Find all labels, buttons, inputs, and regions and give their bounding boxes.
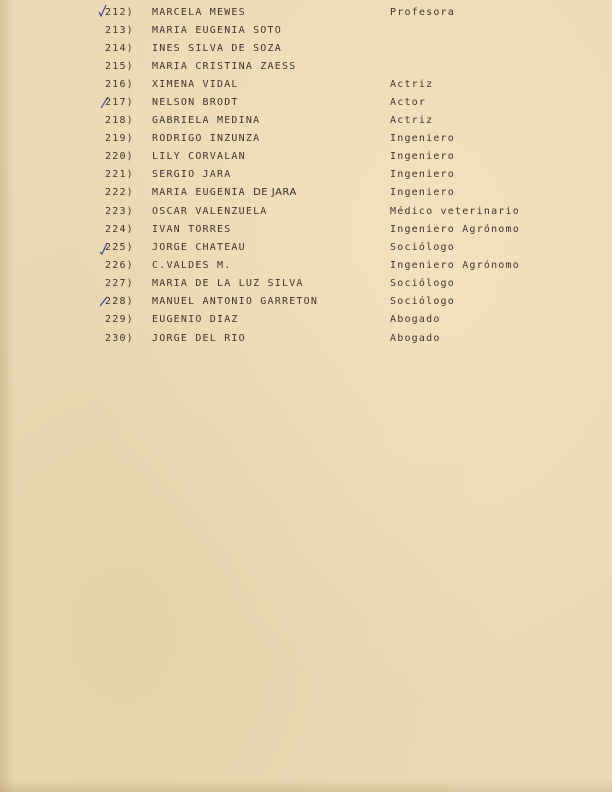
entry-number: 218) <box>105 115 134 126</box>
entry-name: MARIA EUGENIA SOTO <box>152 25 282 36</box>
entry-occupation: Sociólogo <box>390 278 455 289</box>
entry-number: 223) <box>105 206 134 217</box>
entry-occupation: Ingeniero <box>390 169 455 180</box>
list-item <box>0 294 612 310</box>
entry-name: MARCELA MEWES <box>152 7 246 18</box>
entry-name: MANUEL ANTONIO GARRETON <box>152 296 319 307</box>
entry-name: MARIA CRISTINA ZAESS <box>152 61 297 72</box>
list-item <box>0 312 612 328</box>
entry-occupation: Ingeniero <box>390 187 455 198</box>
entry-name: INES SILVA DE SOZA <box>152 43 282 54</box>
entry-occupation: Abogado <box>390 333 441 344</box>
entry-occupation: Ingeniero Agrónomo <box>390 260 520 271</box>
entry-name: IVAN TORRES <box>152 224 232 235</box>
list-item <box>0 23 612 39</box>
entry-occupation: Médico veterinario <box>390 206 520 217</box>
entry-number: 219) <box>105 133 134 144</box>
entry-occupation: Ingeniero Agrónomo <box>390 224 520 235</box>
list-item <box>0 167 612 183</box>
list-item <box>0 41 612 57</box>
entry-occupation: Profesora <box>390 7 455 18</box>
list-item <box>0 113 612 129</box>
entry-number: 230) <box>105 333 134 344</box>
entry-occupation: Actriz <box>390 79 434 90</box>
entry-name: RODRIGO INZUNZA <box>152 133 261 144</box>
entry-number: 220) <box>105 151 134 162</box>
list-item <box>0 276 612 292</box>
entry-name <box>152 185 297 201</box>
entry-occupation: Ingeniero <box>390 151 455 162</box>
list-item <box>0 185 612 201</box>
entry-name: OSCAR VALENZUELA <box>152 206 268 217</box>
entry-number: 216) <box>105 79 134 90</box>
entry-name: JORGE DEL RIO <box>152 333 246 344</box>
list-item <box>0 5 612 21</box>
entry-name: JORGE CHATEAU <box>152 242 246 253</box>
list-item <box>0 59 612 75</box>
entry-number: 226) <box>105 260 134 271</box>
entry-occupation: Ingeniero <box>390 133 455 144</box>
entry-name: GABRIELA MEDINA <box>152 115 261 126</box>
entry-number: 217) <box>105 97 134 108</box>
list-item <box>0 240 612 256</box>
entry-number: 228) <box>105 296 134 307</box>
entry-name: NELSON BRODT <box>152 97 239 108</box>
entry-occupation: Sociólogo <box>390 242 455 253</box>
entry-number: 227) <box>105 278 134 289</box>
entry-number: 212) <box>105 7 134 18</box>
entry-name: C.VALDES M. <box>152 260 232 271</box>
entry-name: XIMENA VIDAL <box>152 79 239 90</box>
list-item <box>0 95 612 111</box>
entry-occupation: Actor <box>390 97 427 108</box>
entry-occupation: Sociólogo <box>390 296 455 307</box>
entry-name-handwritten: DE JARA <box>253 187 297 198</box>
list-item <box>0 77 612 93</box>
entry-name: EUGENIO DIAZ <box>152 314 239 325</box>
entry-occupation: Abogado <box>390 314 441 325</box>
list-item <box>0 331 612 347</box>
list-item <box>0 258 612 274</box>
entry-number: 224) <box>105 224 134 235</box>
list-item <box>0 222 612 238</box>
entry-number: 214) <box>105 43 134 54</box>
list-item <box>0 149 612 165</box>
entry-name: SERGIO JARA <box>152 169 232 180</box>
entry-number: 229) <box>105 314 134 325</box>
entry-number: 215) <box>105 61 134 72</box>
entry-number: 222) <box>105 187 134 198</box>
list-item <box>0 131 612 147</box>
entry-name-typed: MARIA EUGENIA <box>152 187 246 198</box>
entry-number: 221) <box>105 169 134 180</box>
entry-occupation: Actriz <box>390 115 434 126</box>
entry-number: 225) <box>105 242 134 253</box>
entry-number: 213) <box>105 25 134 36</box>
entry-name: MARIA DE LA LUZ SILVA <box>152 278 304 289</box>
list-item <box>0 204 612 220</box>
entry-name: LILY CORVALAN <box>152 151 246 162</box>
page-edge-shadow-bottom <box>0 780 612 792</box>
